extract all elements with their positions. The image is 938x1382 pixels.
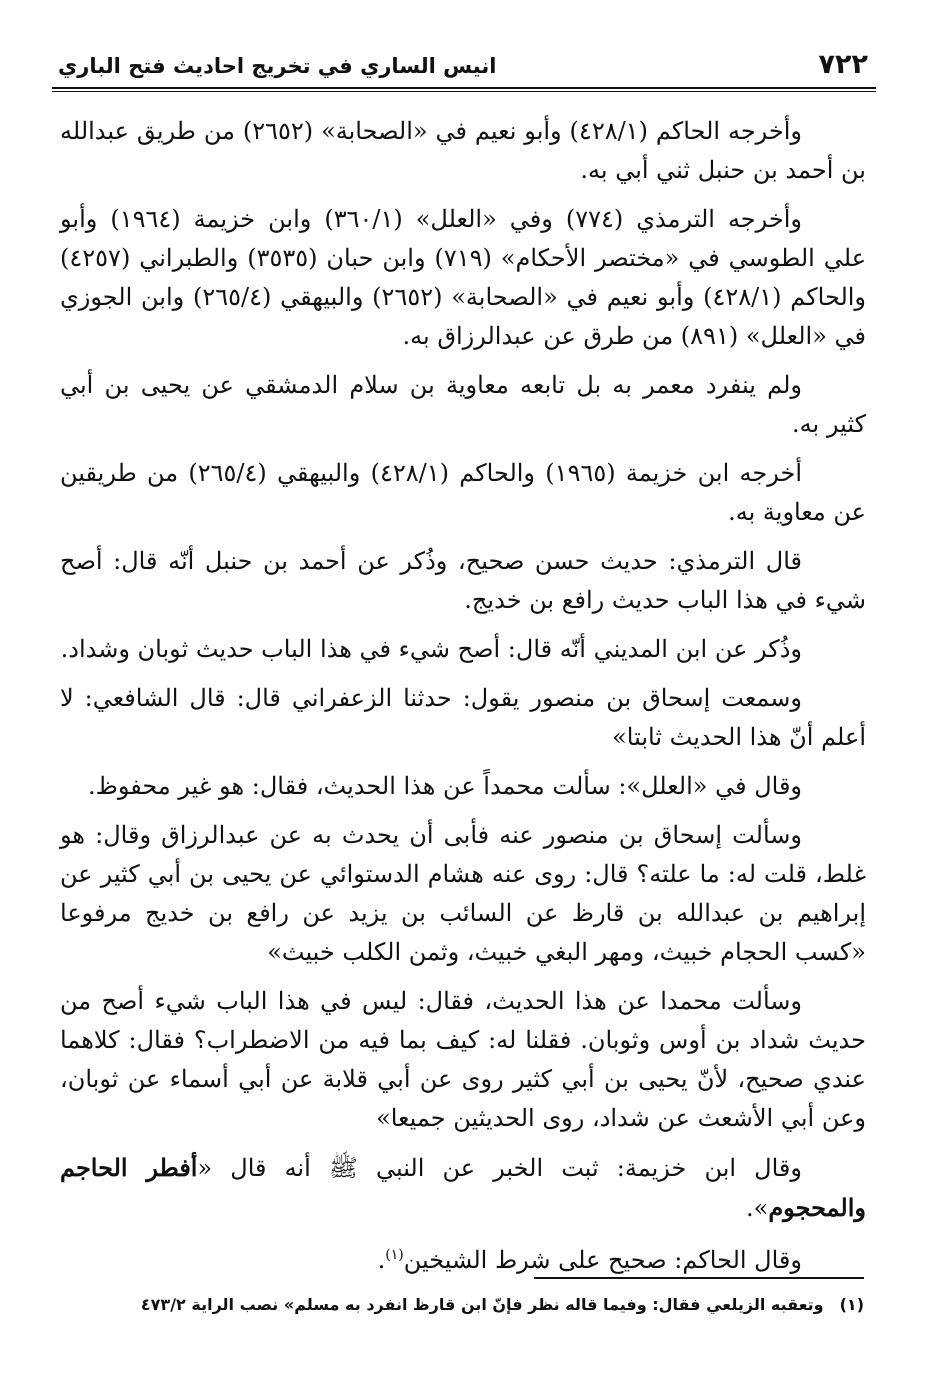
header-rule-thin xyxy=(52,91,876,92)
footnote-number: (١) xyxy=(839,1295,864,1314)
khuzayma-tail: ». xyxy=(746,1194,769,1222)
paragraph-ishaq-ibn-mansur: وسألت إسحاق بن منصور عنه فأبى أن يحدث به عن عبدالرزاق وقال: هو غلط، قلت له: ما علته؟ قال: روى عنه هشام الدستوائي عن يحيى بن أبي كثير عن إبراهيم بن عبدالله بن قارظ عن السائب بن يزيد عن رافع بن خديج مرفوعا «كسب الحجام خبيث، ومهر البغي خبيث، وثمن الكلب خبيث» xyxy=(60,821,866,966)
paragraph-ibn-khuzayma-statement xyxy=(60,1148,866,1228)
paragraph-shafii: وسمعت إسحاق بن منصور يقول: حدثنا الزعفراني قال: قال الشافعي: لا أعلم أنّ هذا الحديث ثابتا» xyxy=(60,684,866,751)
running-title: انيس الساري في تخريج احاديث فتح الباري xyxy=(58,54,497,78)
paragraph-hakim-grading xyxy=(60,1236,866,1280)
paragraph-hakim-abu-nuaym: وأخرجه الحاكم (٤٢٨/١) وأبو نعيم في «الصحابة» (٢٦٥٢) من طريق عبدالله بن أحمد بن حنبل ثني أبي به. xyxy=(60,117,866,184)
paragraph-ilal: وقال في «العلل»: سألت محمداً عن هذا الحديث، فقال: هو غير محفوظ. xyxy=(88,772,802,800)
header-rule xyxy=(52,87,876,89)
paragraph-bukhari-opinion: وسألت محمدا عن هذا الحديث، فقال: ليس في هذا الباب شيء أصح من حديث شداد بن أوس وثوبان. فقلنا له: كيف بما فيه من الاضطراب؟ فقال: كلاهما عندي صحيح، لأنّ يحيى بن أبي كثير روى عن أبي قلابة عن أبي أسماء عن ثوبان، وعن أبي الأشعث عن شداد، روى الحديثين جميعا» xyxy=(60,987,866,1132)
paragraph-tirmidhi-grading: قال الترمذي: حديث حسن صحيح، وذُكر عن أحمد بن حنبل أنّه قال: أصح شيء في هذا الباب حديث رافع بن خديج. xyxy=(60,547,866,614)
page-header xyxy=(52,46,872,86)
footnote-text: وتعقبه الزيلعي فقال: وفيما قاله نظر فإنّ ابن قارظ انفرد به مسلم» نصب الراية ٤٧٣/٢ xyxy=(140,1295,824,1314)
paragraph-ibn-al-madini: وذُكر عن ابن المديني أنّه قال: أصح شيء في هذا الباب حديث ثوبان وشداد. xyxy=(60,635,802,663)
footnote xyxy=(60,1292,864,1318)
paragraph-ibn-khuzayma-takhrij: أخرجه ابن خزيمة (١٩٦٥) والحاكم (٤٢٨/١) والبيهقي (٢٦٥/٤) من طريقين عن معاوية به. xyxy=(60,459,866,526)
page-number: ٧٢٢ xyxy=(818,49,868,80)
hadith-quote: أفطر الحاجم والمحجوم xyxy=(60,1153,866,1222)
paragraph-muawiya-follow-up: ولم ينفرد معمر به بل تابعه معاوية بن سلام الدمشقي عن يحيى بن أبي كثير به. xyxy=(60,371,866,438)
paragraph-tirmidhi-takhrij: وأخرجه الترمذي (٧٧٤) وفي «العلل» (٣٦٠/١) وابن خزيمة (١٩٦٤) وأبو علي الطوسي في «مختصر الأحكام» (٧١٩) وابن حبان (٣٥٣٥) والطبراني (٤٢٥٧) والحاكم (٤٢٨/١) وأبو نعيم في «الصحابة» (٢٦٥٢) والبيهقي (٢٦٥/٤) وابن الجوزي في «العلل» (٨٩١) من طرق عن عبدالرزاق به. xyxy=(60,205,867,350)
khuzayma-lead: وقال ابن خزيمة: ثبت الخبر عن النبي ﷺ أنه قال « xyxy=(197,1154,802,1182)
footnote-marker[interactable]: (١) xyxy=(385,1247,404,1263)
body-text xyxy=(60,112,866,1290)
hakim-end: . xyxy=(377,1246,386,1274)
hakim-text: وقال الحاكم: صحيح على شرط الشيخين xyxy=(403,1246,802,1274)
footnote-separator xyxy=(534,1277,864,1279)
